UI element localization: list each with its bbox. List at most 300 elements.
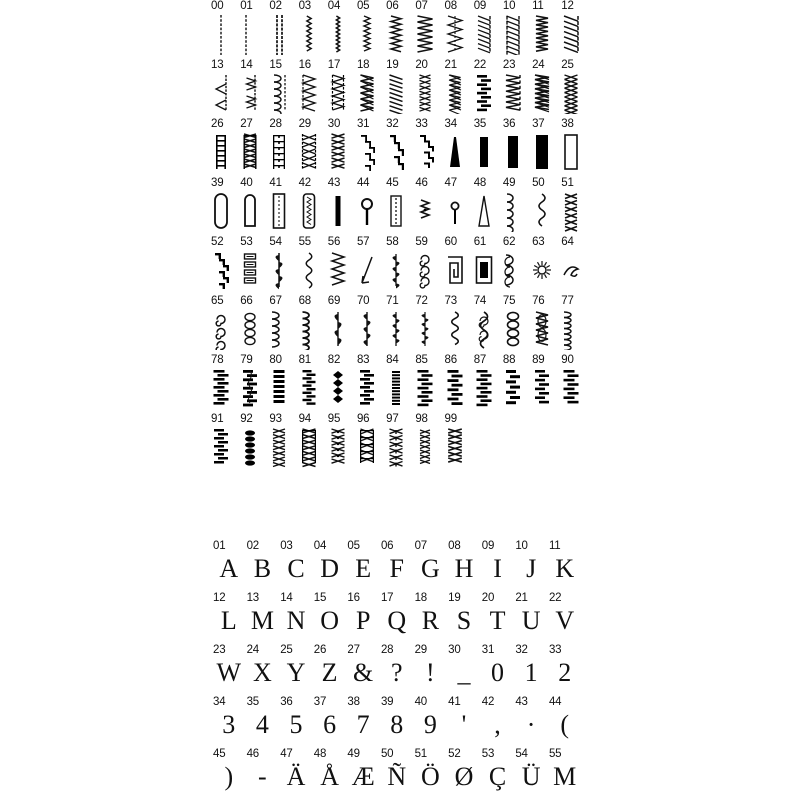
stitch-pattern-87[interactable]	[473, 354, 502, 411]
alphabet-number: 36	[280, 696, 293, 708]
satin-diamond-icon	[327, 367, 353, 411]
stitch-number: 12	[561, 0, 574, 12]
stitch-number: 37	[532, 118, 545, 130]
alphabet-number: 53	[481, 748, 495, 760]
shell-motif-icon	[502, 249, 528, 293]
alphabet-character-15[interactable]	[313, 592, 347, 636]
stitch-pattern-10[interactable]	[502, 0, 531, 57]
alphabet-glyph: Å	[320, 762, 339, 791]
stitch-pattern-00[interactable]	[210, 0, 239, 57]
alphabet-glyph: G	[420, 554, 440, 583]
alphabet-character-48[interactable]	[313, 748, 347, 792]
alphabet-character-21[interactable]	[514, 592, 548, 636]
stitch-pattern-24[interactable]	[531, 59, 560, 116]
alphabet-glyph: E	[355, 554, 372, 583]
stitch-pattern-85[interactable]	[414, 354, 443, 411]
stitch-pattern-17[interactable]	[327, 59, 356, 116]
stitch-number: 60	[444, 236, 457, 248]
alphabet-number: 16	[347, 592, 360, 604]
stitch-pattern-35[interactable]	[473, 118, 502, 175]
cross-double-icon	[298, 426, 324, 470]
stitch-number: 75	[502, 295, 516, 307]
stitch-pattern-52[interactable]	[210, 236, 239, 293]
tapered-point-icon	[473, 190, 499, 234]
stitch-pattern-01[interactable]	[239, 0, 268, 57]
alphabet-character-52[interactable]	[447, 748, 481, 792]
stitch-pattern-13[interactable]	[210, 59, 239, 116]
stitch-pattern-68[interactable]	[298, 295, 327, 352]
stitch-pattern-91[interactable]	[210, 413, 239, 470]
alphabet-character-02[interactable]	[246, 540, 280, 584]
alphabet-glyph: I	[493, 554, 502, 583]
stitch-pattern-chart	[210, 0, 590, 472]
alphabet-character-50[interactable]	[380, 748, 414, 792]
stitch-pattern-86[interactable]	[444, 354, 473, 411]
vine-leaf-icon	[327, 308, 353, 352]
stitch-pattern-49[interactable]	[502, 177, 531, 234]
satin-zigzag-icon	[356, 367, 382, 411]
stitch-pattern-75[interactable]	[502, 295, 531, 352]
stitch-pattern-26[interactable]	[210, 118, 239, 175]
curl-line-icon	[444, 308, 470, 352]
stitch-number: 90	[561, 354, 574, 366]
alphabet-number: 48	[313, 748, 327, 760]
alphabet-glyph: P	[355, 606, 371, 635]
stitch-number: 80	[269, 354, 282, 366]
stitch-pattern-57[interactable]	[356, 236, 385, 293]
sun-motif-icon	[531, 249, 557, 293]
stitch-number: 55	[298, 236, 311, 248]
wave-line-icon	[298, 249, 324, 293]
stitch-pattern-58[interactable]	[385, 236, 414, 293]
alphabet-number: 46	[246, 748, 259, 760]
alphabet-character-46[interactable]	[246, 748, 280, 792]
blind-hem-stretch-icon	[239, 72, 265, 116]
stitch-pattern-61[interactable]	[473, 236, 502, 293]
stitch-pattern-08[interactable]	[444, 0, 473, 57]
stitch-row	[210, 118, 590, 177]
stitch-pattern-04[interactable]	[327, 0, 356, 57]
alphabet-character-11[interactable]	[548, 540, 582, 584]
stitch-pattern-14[interactable]	[239, 59, 268, 116]
stitch-pattern-15[interactable]	[268, 59, 297, 116]
alphabet-character-13[interactable]	[246, 592, 280, 636]
stitch-pattern-63[interactable]	[531, 236, 560, 293]
alphabet-character-32[interactable]	[514, 644, 548, 688]
stitch-pattern-79[interactable]	[239, 354, 268, 411]
alphabet-character-38[interactable]	[346, 696, 380, 740]
stitch-number: 94	[298, 413, 311, 425]
alphabet-character-27[interactable]	[346, 644, 380, 688]
alphabet-character-41[interactable]	[447, 696, 481, 740]
eyelet-small-icon	[444, 190, 470, 234]
stitch-number: 96	[356, 413, 370, 425]
stitch-pattern-60[interactable]	[444, 236, 473, 293]
satin-diagonal-icon	[210, 367, 236, 411]
satin-ribbon-icon	[298, 367, 324, 411]
alphabet-character-53[interactable]	[481, 748, 515, 792]
fern-motif-icon	[385, 249, 411, 293]
stitch-pattern-82[interactable]	[327, 354, 356, 411]
stitch-pattern-94[interactable]	[298, 413, 327, 470]
alphabet-character-05[interactable]	[346, 540, 380, 584]
bartack-icon	[327, 190, 353, 234]
zigzag-loop-icon	[531, 308, 557, 352]
satin-ladder-icon	[268, 367, 294, 411]
stitch-pattern-39[interactable]	[210, 177, 239, 234]
stitch-number: 64	[561, 236, 574, 248]
stitch-pattern-40[interactable]	[239, 177, 268, 234]
alphabet-glyph: !	[426, 658, 435, 687]
zigzag-medium-icon	[385, 13, 411, 57]
stitch-number: 97	[386, 413, 399, 425]
stitch-pattern-74[interactable]	[473, 295, 502, 352]
stitch-number: 76	[532, 295, 545, 307]
stitch-number: 23	[502, 59, 516, 71]
stitch-pattern-53[interactable]	[239, 236, 268, 293]
alphabet-character-31[interactable]	[481, 644, 515, 688]
cross-row-icon	[268, 426, 294, 470]
alphabet-character-43[interactable]	[514, 696, 548, 740]
stitch-pattern-21[interactable]	[444, 59, 473, 116]
alphabet-character-26[interactable]	[313, 644, 347, 688]
cross-stitch-icon	[414, 72, 440, 116]
alphabet-character-22[interactable]	[548, 592, 582, 636]
alphabet-glyph: L	[220, 606, 237, 635]
alphabet-glyph: 3	[222, 710, 236, 739]
alphabet-number: 43	[515, 696, 528, 708]
alphabet-character-09[interactable]	[481, 540, 515, 584]
stitch-number: 66	[240, 295, 253, 307]
stitch-pattern-18[interactable]	[356, 59, 385, 116]
alphabet-character-16[interactable]	[346, 592, 380, 636]
satin-block-icon	[502, 131, 528, 175]
stitch-number: 89	[532, 354, 545, 366]
diamond-decor-icon	[560, 190, 586, 234]
stitch-pattern-11[interactable]	[531, 0, 560, 57]
alphabet-character-29[interactable]	[414, 644, 448, 688]
stitch-number: 72	[415, 295, 428, 307]
alphabet-character-17[interactable]	[380, 592, 414, 636]
stitch-pattern-90[interactable]	[560, 354, 589, 411]
alphabet-glyph: Æ	[351, 762, 375, 791]
stitch-pattern-07[interactable]	[414, 0, 443, 57]
stitch-pattern-72[interactable]	[414, 295, 443, 352]
buttonhole-round-icon	[210, 190, 236, 234]
stitch-pattern-59[interactable]	[414, 236, 443, 293]
alphabet-number: 30	[448, 644, 461, 656]
buttonhole-keyhole-icon	[239, 190, 265, 234]
alphabet-glyph: T	[489, 606, 506, 635]
stitch-pattern-70[interactable]	[356, 295, 385, 352]
wheat-line-icon	[414, 308, 440, 352]
maze-motif-icon	[444, 249, 470, 293]
stitch-number: 67	[269, 295, 282, 307]
stitch-pattern-36[interactable]	[502, 118, 531, 175]
shell-edge-icon	[268, 72, 294, 116]
stitch-pattern-97[interactable]	[385, 413, 414, 470]
stitch-pattern-06[interactable]	[385, 0, 414, 57]
stitch-pattern-54[interactable]	[268, 236, 297, 293]
alphabet-character-04[interactable]	[313, 540, 347, 584]
alphabet-number: 55	[548, 748, 562, 760]
alphabet-glyph: ?	[390, 658, 403, 687]
stitch-pattern-88[interactable]	[502, 354, 531, 411]
stitch-number: 24	[532, 59, 545, 71]
stitch-pattern-23[interactable]	[502, 59, 531, 116]
stitch-number: 78	[211, 354, 224, 366]
block-band-icon	[239, 249, 265, 293]
alphabet-number: 29	[414, 644, 427, 656]
alphabet-glyph: W	[216, 658, 242, 687]
stitch-pattern-47[interactable]	[444, 177, 473, 234]
stitch-pattern-46[interactable]	[414, 177, 443, 234]
stitch-pattern-03[interactable]	[298, 0, 327, 57]
satin-twist-icon	[210, 426, 236, 470]
alphabet-glyph: _	[457, 658, 471, 687]
alphabet-character-06[interactable]	[380, 540, 414, 584]
alphabet-number: 01	[213, 540, 226, 552]
alphabet-row	[212, 644, 592, 696]
cross-star-icon	[385, 426, 411, 470]
alphabet-character-25[interactable]	[279, 644, 313, 688]
stitch-number: 31	[356, 118, 370, 130]
alphabet-number: 50	[380, 748, 394, 760]
alphabet-number: 31	[481, 644, 495, 656]
stitch-pattern-64[interactable]	[560, 236, 589, 293]
alphabet-number: 14	[280, 592, 293, 604]
alphabet-character-42[interactable]	[481, 696, 515, 740]
stitch-pattern-76[interactable]	[531, 295, 560, 352]
cross-chain-icon	[327, 426, 353, 470]
stitch-pattern-32[interactable]	[385, 118, 414, 175]
stitch-pattern-95[interactable]	[327, 413, 356, 470]
stitch-number: 93	[269, 413, 282, 425]
zigzag-narrow-icon	[356, 13, 382, 57]
cross-diamond-icon	[444, 426, 470, 470]
stitch-pattern-84[interactable]	[385, 354, 414, 411]
alphabet-number: 26	[313, 644, 327, 656]
stitch-number: 63	[532, 236, 545, 248]
stitch-pattern-77[interactable]	[560, 295, 589, 352]
alphabet-glyph: Ç	[488, 762, 507, 791]
stitch-number: 09	[473, 0, 487, 12]
alphabet-glyph: H	[454, 554, 474, 583]
wave-curl-icon	[473, 308, 499, 352]
alphabet-glyph: U	[521, 606, 541, 635]
stitch-number: 82	[327, 354, 341, 366]
alphabet-glyph: 1	[524, 658, 538, 687]
stitch-pattern-37[interactable]	[531, 118, 560, 175]
alphabet-glyph: &	[353, 658, 374, 687]
stitch-number: 58	[386, 236, 399, 248]
alphabet-number: 33	[548, 644, 562, 656]
stitch-number: 36	[502, 118, 516, 130]
stitch-pattern-93[interactable]	[268, 413, 297, 470]
alphabet-character-33[interactable]	[548, 644, 582, 688]
stitch-pattern-22[interactable]	[473, 59, 502, 116]
stitch-number: 51	[561, 177, 574, 189]
stitch-pattern-65[interactable]	[210, 295, 239, 352]
stitch-number: 98	[415, 413, 428, 425]
stitch-number: 68	[298, 295, 311, 307]
alphabet-glyph: M	[250, 606, 274, 635]
alphabet-character-37[interactable]	[313, 696, 347, 740]
stitch-pattern-43[interactable]	[327, 177, 356, 234]
alphabet-glyph: R	[421, 606, 440, 635]
stitch-pattern-73[interactable]	[444, 295, 473, 352]
alphabet-character-36[interactable]	[279, 696, 313, 740]
alphabet-character-01[interactable]	[212, 540, 246, 584]
alphabet-glyph: Ñ	[387, 762, 407, 791]
alphabet-character-49[interactable]	[346, 748, 380, 792]
stitch-pattern-62[interactable]	[502, 236, 531, 293]
satin-taper-icon	[444, 131, 470, 175]
stitch-pattern-27[interactable]	[239, 118, 268, 175]
stitch-pattern-50[interactable]	[531, 177, 560, 234]
knit-stitch-icon	[327, 72, 353, 116]
stitch-pattern-92[interactable]	[239, 413, 268, 470]
alphabet-number: 12	[213, 592, 226, 604]
stitch-pattern-16[interactable]	[298, 59, 327, 116]
stitch-pattern-80[interactable]	[268, 354, 297, 411]
stitch-pattern-45[interactable]	[385, 177, 414, 234]
stitch-row	[210, 0, 590, 59]
stitch-number: 87	[473, 354, 487, 366]
stitch-number: 47	[444, 177, 457, 189]
stitch-pattern-38[interactable]	[560, 118, 589, 175]
stitch-pattern-34[interactable]	[444, 118, 473, 175]
alphabet-character-44[interactable]	[548, 696, 582, 740]
stitch-pattern-28[interactable]	[268, 118, 297, 175]
stitch-pattern-20[interactable]	[414, 59, 443, 116]
stitch-pattern-89[interactable]	[531, 354, 560, 411]
stitch-pattern-25[interactable]	[560, 59, 589, 116]
stitch-pattern-96[interactable]	[356, 413, 385, 470]
stitch-number: 01	[240, 0, 253, 12]
stitch-pattern-66[interactable]	[239, 295, 268, 352]
alphabet-character-18[interactable]	[414, 592, 448, 636]
stitch-pattern-09[interactable]	[473, 0, 502, 57]
alphabet-number: 28	[380, 644, 394, 656]
alphabet-character-45[interactable]	[212, 748, 246, 792]
stitch-number: 81	[298, 354, 311, 366]
satin-wide-icon	[531, 131, 557, 175]
stitch-pattern-98[interactable]	[414, 413, 443, 470]
alphabet-character-28[interactable]	[380, 644, 414, 688]
alphabet-character-35[interactable]	[246, 696, 280, 740]
stitch-pattern-69[interactable]	[327, 295, 356, 352]
stitch-number: 45	[386, 177, 399, 189]
alphabet-character-24[interactable]	[246, 644, 280, 688]
alphabet-number: 17	[380, 592, 394, 604]
alphabet-character-14[interactable]	[279, 592, 313, 636]
alphabet-character-30[interactable]	[447, 644, 481, 688]
feather-line-icon	[385, 308, 411, 352]
alphabet-character-40[interactable]	[414, 696, 448, 740]
alphabet-character-23[interactable]	[212, 644, 246, 688]
alphabet-character-12[interactable]	[212, 592, 246, 636]
stitch-number: 91	[211, 413, 224, 425]
stitch-pattern-02[interactable]	[268, 0, 297, 57]
alphabet-character-54[interactable]	[514, 748, 548, 792]
stitch-pattern-30[interactable]	[327, 118, 356, 175]
stitch-number: 29	[298, 118, 311, 130]
alphabet-character-39[interactable]	[380, 696, 414, 740]
stitch-pattern-29[interactable]	[298, 118, 327, 175]
alphabet-character-19[interactable]	[447, 592, 481, 636]
stitch-pattern-99[interactable]	[444, 413, 473, 470]
stitch-pattern-51[interactable]	[560, 177, 589, 234]
double-overlock-icon	[502, 13, 528, 57]
buttonhole-frame-icon	[560, 131, 586, 175]
stitch-pattern-67[interactable]	[268, 295, 297, 352]
alphabet-character-07[interactable]	[414, 540, 448, 584]
stitch-number: 95	[327, 413, 341, 425]
stitch-pattern-05[interactable]	[356, 0, 385, 57]
stitch-row	[210, 177, 590, 236]
stitch-number: 83	[356, 354, 370, 366]
stitch-pattern-81[interactable]	[298, 354, 327, 411]
double-overedge-icon	[356, 72, 382, 116]
stitch-number: 50	[532, 177, 545, 189]
alphabet-number: 21	[515, 592, 528, 604]
stitch-number: 65	[211, 295, 224, 307]
alphabet-number: 38	[347, 696, 360, 708]
alphabet-number: 06	[380, 540, 394, 552]
alphabet-character-51[interactable]	[414, 748, 448, 792]
stitch-pattern-19[interactable]	[385, 59, 414, 116]
stitch-pattern-83[interactable]	[356, 354, 385, 411]
alphabet-glyph: -	[258, 762, 267, 791]
alphabet-character-08[interactable]	[447, 540, 481, 584]
alphabet-number: 27	[347, 644, 360, 656]
alphabet-number: 10	[515, 540, 528, 552]
stitch-number: 02	[269, 0, 282, 12]
alphabet-number: 54	[515, 748, 528, 760]
alphabet-number: 49	[347, 748, 360, 760]
stitch-pattern-33[interactable]	[414, 118, 443, 175]
straight-left-icon	[239, 13, 265, 57]
stitch-pattern-42[interactable]	[298, 177, 327, 234]
alphabet-character-10[interactable]	[514, 540, 548, 584]
alphabet-row	[212, 592, 592, 644]
alphabet-character-34[interactable]	[212, 696, 246, 740]
stitch-number: 10	[502, 0, 516, 12]
satin-arc-icon	[444, 367, 470, 411]
stitch-pattern-44[interactable]	[356, 177, 385, 234]
stitch-number: 32	[386, 118, 399, 130]
alphabet-glyph: ,	[494, 710, 501, 739]
stitch-pattern-56[interactable]	[327, 236, 356, 293]
alphabet-character-20[interactable]	[481, 592, 515, 636]
alphabet-character-03[interactable]	[279, 540, 313, 584]
stitch-pattern-41[interactable]	[268, 177, 297, 234]
stitch-pattern-71[interactable]	[385, 295, 414, 352]
alphabet-character-47[interactable]	[279, 748, 313, 792]
alphabet-glyph: Ö	[420, 762, 440, 791]
alphabet-number: 18	[414, 592, 427, 604]
alphabet-number: 34	[213, 696, 226, 708]
alphabet-number: 25	[280, 644, 293, 656]
stitch-pattern-78[interactable]	[210, 354, 239, 411]
alphabet-glyph: Q	[387, 606, 407, 635]
stitch-pattern-31[interactable]	[356, 118, 385, 175]
alphabet-character-55[interactable]	[548, 748, 582, 792]
stitch-pattern-48[interactable]	[473, 177, 502, 234]
stitch-pattern-12[interactable]	[560, 0, 589, 57]
stitch-pattern-55[interactable]	[298, 236, 327, 293]
